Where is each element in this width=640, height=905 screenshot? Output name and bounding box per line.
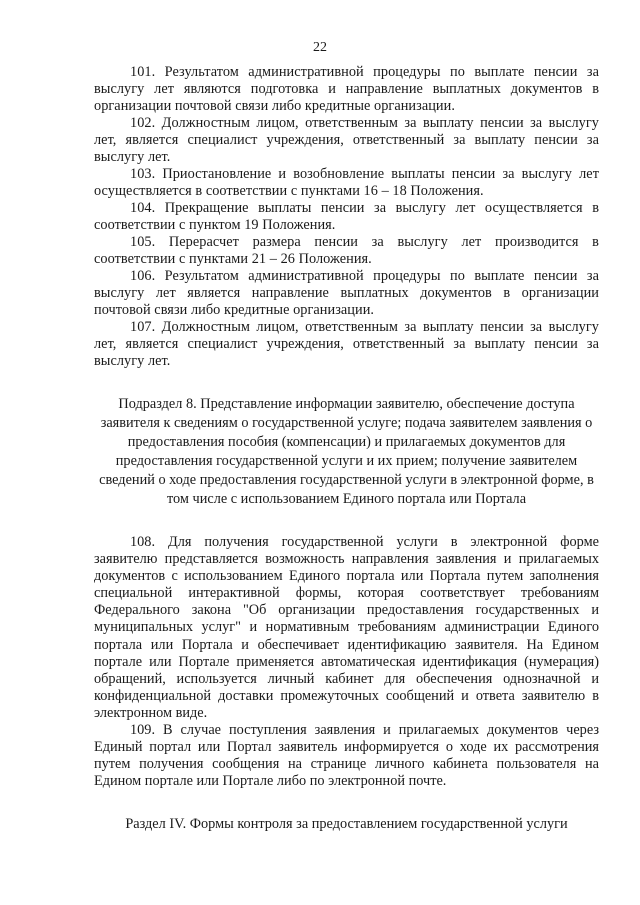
paragraph-104: 104. Прекращение выплаты пенсии за выслугу лет осуществляется в соответствии с пунктом 19 Положения.	[94, 200, 599, 233]
page-content	[94, 64, 599, 833]
paragraph-109: 109. В случае поступления заявления и прилагаемых документов через Единый портал или Портал заявитель информируется о ходе их рассмотрения путем получения сообщения на странице личного кабинета пользователя на Едином портале или Портале либо по электронной почте.	[94, 722, 599, 790]
paragraph-group-top	[94, 64, 599, 370]
paragraph-108: 108. Для получения государственной услуги в электронной форме заявителю представляется возможность направления заявления и прилагаемых документов с использованием Единого портала или Портала путем заполнения специальной интерактивной формы, которая соответствует требованиям Федерального закона "Об организации предоставления государственных и муниципальных услуг" и нормативным требованиям администрации Единого портала или Портала и обеспечивает идентификацию заявителя. На Едином портале или Портале применяется автоматическая идентификация (нумерация) обращений, используется личный кабинет для обеспечения однозначной и конфиденциальной доставки промежуточных сообщений и ответа заявителю в электронном виде.	[94, 534, 599, 721]
paragraph-105: 105. Перерасчет размера пенсии за выслугу лет производится в соответствии с пунктами 21 – 26 Положения.	[94, 234, 599, 267]
paragraph-101: 101. Результатом административной процедуры по выплате пенсии за выслугу лет являются подготовка и направление выплатных документов в организации почтовой связи либо кредитные организации.	[94, 64, 599, 114]
paragraph-group-bottom	[94, 534, 599, 790]
page-number: 22	[313, 40, 327, 55]
paragraph-102: 102. Должностным лицом, ответственным за выплату пенсии за выслугу лет, является специалист учреждения, ответственный за выплату пенсии за выслугу лет.	[94, 115, 599, 165]
section-title: Раздел IV. Формы контроля за предоставлением государственной услуги	[125, 816, 568, 833]
paragraph-107: 107. Должностным лицом, ответственным за выплату пенсии за выслугу лет, является специалист учреждения, ответственный за выплату пенсии за выслугу лет.	[94, 319, 599, 369]
subsection-heading: Подраздел 8. Представление информации заявителю, обеспечение доступа заявителя к сведениям о государственной услуге; подача заявителем заявления о предоставления пособия (компенсации) и прилагаемых документов для предоставления государственной услуги и их прием; получение заявителем сведений о ходе предоставления государственной услуги в электронной форме, в том числе с использованием Единого портала или Портала	[99, 396, 594, 507]
paragraph-103: 103. Приостановление и возобновление выплаты пенсии за выслугу лет осуществляется в соответствии с пунктами 16 – 18 Положения.	[94, 166, 599, 199]
paragraph-106: 106. Результатом административной процедуры по выплате пенсии за выслугу лет является направление выплатных документов в организации почтовой связи либо кредитные организации.	[94, 268, 599, 318]
